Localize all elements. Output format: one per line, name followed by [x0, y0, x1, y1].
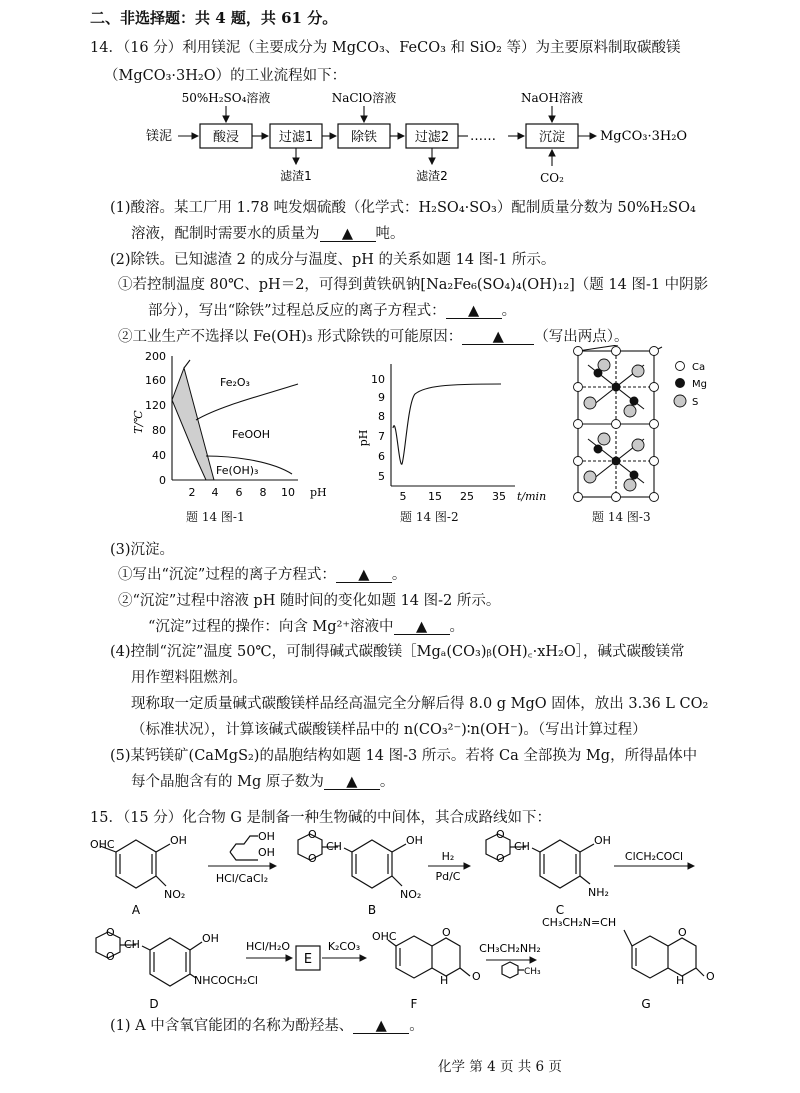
fig2-xtick: 5 — [399, 490, 407, 503]
fig2-ytick: 7 — [378, 430, 385, 443]
reagent-pd-c: Pd/C — [435, 870, 461, 883]
flow-box-iron-removal-label: 除铁 — [350, 130, 378, 145]
flow-box-filter2-label: 过滤2 — [414, 130, 450, 145]
svg-text:OH: OH — [258, 830, 275, 843]
g-imine-label: CH₃CH₂N=CH — [542, 916, 617, 929]
fig1-xtick: 8 — [259, 486, 267, 499]
legend-s-marker — [674, 395, 686, 407]
process-flow-diagram — [140, 88, 720, 192]
fig1-ytick: 40 — [152, 449, 166, 462]
fig2-y-axis-label: pH — [357, 429, 370, 447]
q14-part4-line1: (4)控制“沉淀”温度 50℃，可制得碱式碳酸镁［Mgₐ(CO₃)ᵦ(OH)꜀·xH₂O］，碱式碳酸镁常 — [110, 644, 685, 660]
q14-part4-line3: 现称取一定质量碱式碳酸镁样品经高温完全分解后得 8.0 g MgO 固体，放出 3.36 L CO₂ — [131, 696, 709, 712]
fig2-xtick: 25 — [460, 490, 474, 503]
label-a: A — [131, 903, 141, 917]
svg-text:O: O — [308, 828, 317, 841]
svg-text:O: O — [706, 970, 715, 983]
compound-f — [372, 926, 481, 1011]
reagent-chloroacetyl-chloride: ClCH₂COCl — [624, 850, 684, 863]
svg-text:NO₂: NO₂ — [164, 888, 186, 901]
fig2-ytick: 6 — [378, 450, 385, 463]
fig1-region-fe2o3: Fe₂O₃ — [220, 376, 250, 389]
q14-part2-line1: (2)除铁。已知滤渣 2 的成分与温度、pH 的关系如题 14 图-1 所示。 — [110, 252, 556, 268]
fig1-region-feooh: FeOOH — [232, 428, 271, 441]
answer-blank[interactable]: ▲ — [320, 227, 376, 242]
svg-text:CH: CH — [514, 840, 530, 853]
reagent-k2co3: K₂CO₃ — [327, 940, 361, 953]
fig1-region-feoh3: Fe(OH)₃ — [216, 464, 259, 477]
answer-blank[interactable]: ▲ — [446, 304, 502, 319]
svg-text:OHC: OHC — [90, 838, 115, 851]
fig2-ytick: 8 — [378, 410, 385, 423]
label-f: F — [410, 997, 418, 1011]
q14-part2-line3: 部分），写出“除铁”过程总反应的离子方程式： ▲ 。 — [148, 303, 517, 319]
svg-text:O: O — [442, 926, 451, 939]
fig2-ph-curve — [393, 384, 501, 464]
fig2-caption: 题 14 图-2 — [400, 510, 459, 524]
fig1-ytick: 200 — [145, 350, 166, 363]
answer-blank[interactable]: ▲ — [353, 1019, 409, 1034]
reagent-hcl-cacl2: HCl/CaCl₂ — [215, 872, 269, 885]
fig1-xtick: 2 — [188, 486, 196, 499]
synthesis-route-diagram — [90, 826, 730, 1016]
svg-text:O: O — [496, 852, 505, 865]
q14-part3-line4: “沉淀”过程的操作：向含 Mg²⁺溶液中 ▲ 。 — [148, 619, 465, 635]
svg-text:OH: OH — [406, 834, 423, 847]
q14-intro-line1: 14．（16 分）利用镁泥（主要成分为 MgCO₃、FeCO₃ 和 SiO₂ 等）为主要原料制取碳酸镁 — [90, 40, 681, 56]
fig1-x-axis-label: pH — [310, 486, 327, 499]
q14-intro-line2: （MgCO₃·3H₂O）的工业流程如下： — [104, 68, 347, 84]
fig1-caption: 题 14 图-1 — [186, 510, 245, 524]
reagent-h2: H₂ — [441, 850, 455, 863]
flow-ellipsis: …… — [470, 129, 496, 144]
q14-part1-line1: (1)酸溶。某工厂用 1.78 吨发烟硫酸（化学式：H₂SO₄·SO₃）配制质量分数为 50%H₂SO₄ — [110, 200, 696, 216]
flow-box-precipitation-label: 沉淀 — [538, 130, 566, 145]
fig2-xtick: 35 — [492, 490, 506, 503]
fig1-y-axis-label: T/℃ — [132, 410, 145, 434]
label-b: B — [367, 903, 377, 917]
svg-text:O: O — [308, 852, 317, 865]
svg-text:O: O — [472, 970, 481, 983]
fig2-ytick: 5 — [378, 470, 385, 483]
q14-part3-line1: (3)沉淀。 — [110, 542, 175, 558]
legend-mg-label: Mg — [692, 379, 707, 390]
compound-a — [90, 834, 187, 917]
legend-ca-label: Ca — [692, 362, 706, 373]
q14-part4-line4: （标准状况），计算该碱式碳酸镁样品中的 n(CO₃²⁻)∶n(OH⁻)。（写出计算过程） — [131, 722, 647, 738]
legend-s-label: S — [692, 397, 699, 408]
svg-text:NHCOCH₂Cl: NHCOCH₂Cl — [194, 974, 258, 987]
fig1-ytick: 80 — [152, 424, 166, 437]
svg-text:O: O — [496, 828, 505, 841]
svg-text:OH: OH — [170, 834, 187, 847]
fig2-xtick: 15 — [428, 490, 442, 503]
flow-waste2: 滤渣2 — [416, 169, 448, 183]
figure-14-1-phase-diagram — [120, 350, 330, 520]
legend-mg-marker — [676, 379, 685, 388]
fig1-ytick: 120 — [145, 399, 166, 412]
page-footer: 化学 第 4 页 共 6 页 — [438, 1059, 562, 1075]
fig1-xtick: 4 — [211, 486, 219, 499]
flow-co2: CO₂ — [540, 171, 564, 185]
svg-text:NO₂: NO₂ — [400, 888, 422, 901]
answer-blank[interactable]: ▲ — [394, 620, 450, 635]
flow-product-label: MgCO₃·3H₂O — [600, 129, 688, 144]
fig1-ytick: 160 — [145, 374, 166, 387]
svg-text:CH: CH — [326, 840, 342, 853]
fig2-ytick: 10 — [371, 373, 385, 386]
fig1-xtick: 6 — [235, 486, 243, 499]
svg-text:O: O — [106, 926, 115, 939]
flow-reagent-naclo: NaClO溶液 — [331, 91, 397, 105]
label-c: C — [555, 903, 565, 917]
figure-14-3-unit-cell — [568, 345, 728, 503]
q14-part2-line2: ①若控制温度 80℃、pH＝2，可得到黄铁矾钠[Na₂Fe₆(SO₄)₄(OH)₁₂]（题 14 图-1 中阴影 — [118, 277, 709, 293]
compound-g — [542, 916, 715, 1011]
svg-text:CH₃: CH₃ — [524, 967, 541, 977]
section-header: 二、非选择题：共 4 题，共 61 分。 — [90, 9, 338, 27]
flow-start-label: 镁泥 — [146, 129, 173, 144]
figure-14-2-ph-curve — [355, 358, 555, 508]
q15-part1: (1) A 中含氧官能团的名称为酚羟基、 ▲ 。 — [110, 1018, 424, 1034]
flow-box-acid-leach-label: 酸浸 — [212, 130, 240, 145]
fig1-ytick: 0 — [159, 474, 166, 487]
q14-part4-line2: 用作塑料阻燃剂。 — [131, 670, 247, 686]
reagent-hcl-h2o: HCl/H₂O — [245, 940, 291, 953]
fig1-shaded-jarosite-region — [172, 368, 214, 480]
svg-text:NH₂: NH₂ — [588, 886, 609, 899]
flow-box-filter1-label: 过滤1 — [278, 130, 314, 145]
fig1-xtick: 10 — [281, 486, 295, 499]
fig3-caption: 题 14 图-3 — [592, 510, 651, 524]
flow-reagent-naoh: NaOH溶液 — [521, 91, 583, 105]
toluene-icon — [502, 962, 518, 978]
q15-intro: 15．（15 分）化合物 G 是制备一种生物碱的中间体，其合成路线如下： — [90, 810, 552, 826]
flow-waste1: 滤渣1 — [280, 169, 312, 183]
q14-part5-line2: 每个晶胞含有的 Mg 原子数为 ▲ 。 — [131, 774, 395, 790]
svg-text:OH: OH — [258, 846, 275, 859]
svg-text:CH: CH — [124, 938, 140, 951]
compound-d — [96, 926, 258, 1011]
answer-blank[interactable]: ▲ — [324, 775, 380, 790]
svg-text:H: H — [676, 974, 685, 987]
q14-part3-line3: ②“沉淀”过程中溶液 pH 随时间的变化如题 14 图-2 所示。 — [118, 593, 501, 609]
svg-text:OH: OH — [202, 932, 219, 945]
reagent-ethylamine: CH₃CH₂NH₂ — [479, 942, 541, 955]
q14-part5-line1: (5)某钙镁矿(CaMgS₂)的晶胞结构如题 14 图-3 所示。若将 Ca 全部换为 Mg，所得晶体中 — [110, 748, 698, 764]
label-d: D — [149, 997, 159, 1011]
fig2-x-axis-label: t/min — [517, 490, 547, 503]
compound-b — [298, 828, 423, 917]
q14-part1-line2: 溶液，配制时需要水的质量为 ▲ 吨。 — [131, 226, 405, 242]
answer-blank[interactable]: ▲ — [462, 330, 534, 345]
label-g: G — [641, 997, 651, 1011]
flow-reagent-h2so4: 50%H₂SO₄溶液 — [181, 91, 271, 105]
q14-part3-line2: ①写出“沉淀”过程的离子方程式： ▲ 。 — [118, 567, 407, 583]
q14-part2-line4: ②工业生产不选择以 Fe(OH)₃ 形式除铁的可能原因： ▲ （写出两点）。 — [118, 329, 629, 345]
svg-text:H: H — [440, 974, 449, 987]
compound-c — [486, 828, 611, 917]
label-e: E — [303, 952, 313, 967]
svg-text:OH: OH — [594, 834, 611, 847]
legend-ca-marker — [676, 362, 685, 371]
fig2-ytick: 9 — [378, 391, 385, 404]
svg-text:O: O — [106, 950, 115, 963]
svg-text:O: O — [678, 926, 687, 939]
answer-blank[interactable]: ▲ — [336, 568, 392, 583]
svg-text:OHC: OHC — [372, 930, 397, 943]
